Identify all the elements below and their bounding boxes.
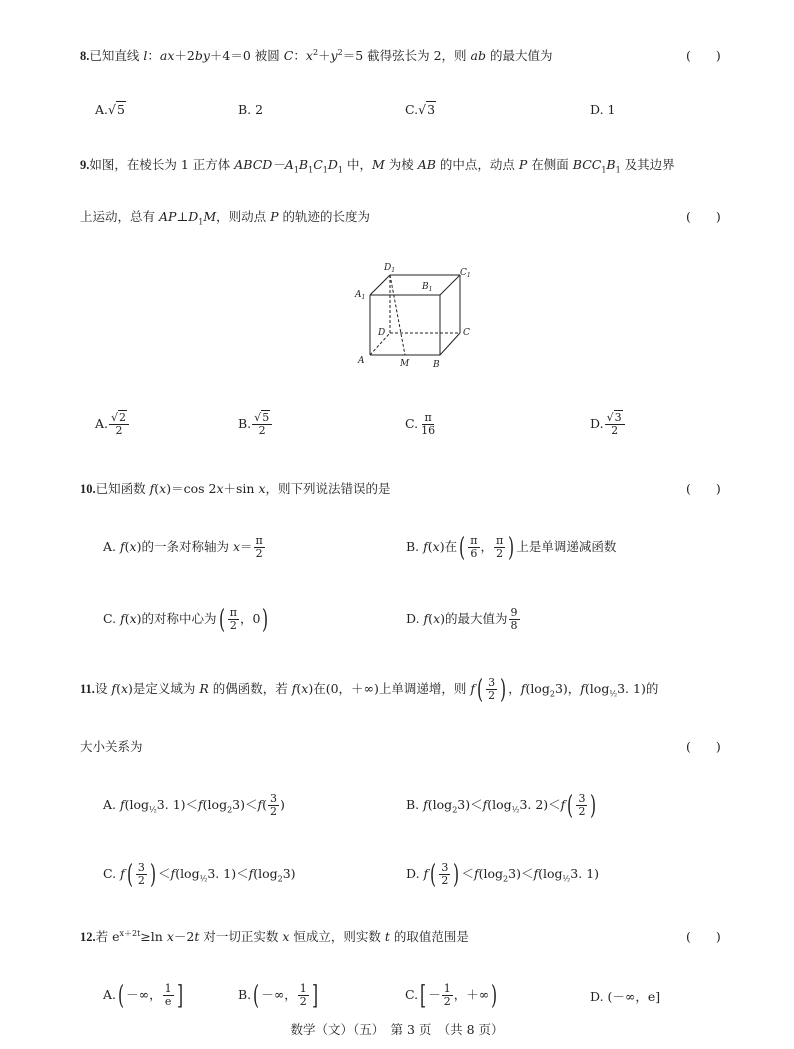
answer-blank: ( ) [686, 48, 721, 63]
text: AP [158, 209, 177, 224]
text: 3. 2)＜ [519, 797, 561, 812]
text: )在 [439, 539, 458, 554]
question-number: 8. [80, 49, 90, 63]
text: f [423, 611, 429, 626]
text: x [159, 481, 167, 496]
text: f [533, 866, 539, 881]
text: 中， [342, 157, 372, 172]
text: 若 e [95, 929, 120, 944]
text: x＋2t [119, 928, 141, 938]
text: ½ [149, 805, 157, 815]
text: f [423, 866, 429, 881]
text: 的偶函数，若 [208, 681, 292, 696]
text: 1 [293, 165, 299, 175]
q12-option-c: C.[ － $\frac{1}{2}$ ，＋∞) [405, 980, 498, 1011]
text: f [520, 681, 526, 696]
text: f [198, 797, 203, 812]
text: C. [103, 611, 121, 626]
text: － [428, 987, 441, 1002]
answer-blank: ( ) [686, 209, 721, 224]
text: 3. 1)的 [617, 681, 659, 696]
text: f [111, 681, 117, 696]
text: x [216, 481, 224, 496]
text: C. [405, 102, 419, 117]
text: (log [538, 866, 563, 881]
text: f [423, 539, 428, 554]
q10-option-d [406, 607, 521, 632]
text: ½ [511, 805, 520, 815]
text: ， [480, 539, 494, 554]
text: 3 [427, 102, 436, 117]
text: 设 [94, 681, 112, 696]
q9-option-d [590, 412, 626, 437]
text: ax [159, 48, 175, 63]
text: by [194, 48, 210, 63]
q10-option-c: C. f(x)的对称中心为( $\frac{\pi}{2}$ ，0) [103, 604, 269, 635]
question-number: 9. [80, 158, 90, 172]
label-m: M [400, 359, 410, 369]
q11-stem: 11.设 f(x)是定义域为 R 的偶函数，若 f(x)在(0，＋∞)上单调递增，则 f( $\frac{3}{2}$ ) ，$f(\log_23)$，$f(\log_{\frac{1}{2}}3$. 1)的 [80, 674, 659, 705]
fraction: $\frac{\pi}{16}$ [421, 411, 436, 437]
fraction: $\frac{3}{2}$ [270, 792, 278, 818]
q11-stem-line2: 大小关系为 [80, 739, 143, 754]
label-b: B [433, 360, 440, 370]
q9-stem-line1 [80, 155, 675, 175]
text: t [384, 929, 390, 944]
q10-option-b: B. f(x)在( $\frac{\pi}{6}$ ， $\frac{\pi}{2}$ ) 上是单调递减函数 [406, 532, 617, 563]
text: 上运动，总有 [80, 209, 159, 224]
text: ( [262, 797, 268, 812]
text: D. [406, 866, 424, 881]
text: f [474, 866, 479, 881]
question-number: 11. [80, 682, 95, 696]
text: ( [124, 611, 130, 626]
text: ( [124, 539, 130, 554]
q11-option-c: C. f( $\frac{3}{2}$ ) $<f(\log_{\frac{1}{2}}3$. $1)<f(\log_23)$ [103, 859, 296, 890]
text: C. [405, 416, 419, 431]
text: A. [95, 416, 109, 431]
text: －∞， [261, 987, 297, 1002]
text: x [432, 539, 440, 554]
q10-option-a [103, 535, 266, 560]
text: ( [296, 681, 302, 696]
text: 已知函数 [95, 481, 150, 496]
text: B. [406, 797, 424, 812]
label-a1: $A_1$ [355, 290, 366, 301]
text: f [120, 866, 125, 881]
text: ： [293, 48, 306, 63]
text: D. [590, 416, 604, 431]
fraction: $\frac{3}{2}$ [137, 861, 145, 887]
text: 2 [312, 47, 319, 57]
text: M [203, 209, 217, 224]
edge [440, 333, 460, 355]
q9-option-b [238, 412, 273, 437]
text: )＝cos 2 [166, 481, 217, 496]
text: ＋4＝0 被圆 [209, 48, 284, 63]
q8-option-a: A.√5 [95, 102, 125, 117]
text: (log [202, 797, 228, 812]
text: ( [154, 481, 160, 496]
text: A. [103, 797, 120, 812]
text: )在(0，＋∞)上单调递增，则 [308, 681, 471, 696]
text: 3. 1) [570, 866, 600, 881]
q8-option-c: C.√3 [405, 102, 436, 117]
text: ，则动点 [216, 209, 271, 224]
text: A. [95, 102, 109, 117]
text: BCC [572, 157, 602, 172]
text: f [149, 481, 155, 496]
text: x [120, 681, 129, 696]
q10-stem [80, 479, 391, 497]
text: (log [124, 797, 150, 812]
text: ，＋∞ [453, 987, 490, 1002]
text: f [423, 797, 428, 812]
q12-option-b: B.( －∞， $\frac{1}{2}$ ] [238, 980, 318, 1011]
text: 2 [549, 689, 555, 699]
q8-stem [80, 46, 552, 64]
fraction: $\frac{√3}{2}$ [605, 412, 625, 437]
text: ½ [562, 874, 571, 884]
text: 2 [227, 805, 233, 815]
text: M [371, 157, 385, 172]
text: 2 [452, 805, 458, 815]
text: x [166, 929, 174, 944]
text: D [327, 157, 338, 172]
answer-blank: ( ) [686, 739, 721, 754]
text: C [283, 48, 294, 63]
text: A. [103, 539, 120, 554]
text: l [143, 48, 148, 63]
text: f [580, 681, 585, 696]
text: 的取值范围是 [389, 929, 469, 944]
text: B. [406, 539, 424, 554]
text: (log [175, 866, 200, 881]
text: ⊥ [176, 209, 189, 224]
text: ＜ [158, 866, 171, 881]
text: ( [428, 611, 434, 626]
text: ＜ [461, 866, 474, 881]
q9-option-a [95, 412, 130, 437]
cube-figure [350, 258, 480, 373]
text: t [194, 929, 200, 944]
text: y [330, 48, 338, 63]
text: x [305, 48, 313, 63]
text: ( [116, 681, 121, 696]
q9-stem-line2 [80, 207, 370, 227]
text: A. [103, 987, 117, 1002]
text: 3. 1)＜ [156, 797, 199, 812]
text: 3) [282, 866, 296, 881]
text: D [188, 209, 199, 224]
label-d1: $D_1$ [384, 263, 396, 274]
fraction: $\frac{\pi}{2}$ [229, 606, 237, 632]
q9-option-c [405, 412, 438, 437]
text: ，0 [239, 611, 261, 626]
text: f [482, 797, 488, 812]
q11-option-b: B. $f(\log_23)<f(\log_{\frac{1}{2}}3$. 2)＜f( $\frac{3}{2}$ ) [406, 790, 597, 821]
text: f [170, 866, 176, 881]
text: x [282, 929, 290, 944]
text: 5 [116, 102, 125, 117]
text: x [301, 681, 309, 696]
fraction: $\frac{√2}{2}$ [109, 412, 129, 437]
text: f [560, 797, 566, 812]
text: C [313, 157, 323, 172]
text: ： [147, 48, 160, 63]
q12-option-d: D. (－∞，e] [590, 989, 661, 1004]
text: 3)＜ [508, 866, 534, 881]
text: x [129, 539, 137, 554]
text: (log [525, 681, 550, 696]
text: 3)＜ [457, 797, 483, 812]
text: 及其边界 [620, 157, 675, 172]
text: )的一条对称轴为 [136, 539, 233, 554]
text: ＋ [318, 48, 331, 63]
fraction: $\frac{\pi}{6}$ [470, 534, 478, 560]
text: ½ [199, 874, 208, 884]
text: ，则下列说法错误的是 [265, 481, 391, 496]
label-a: A [358, 356, 365, 366]
text: 如图，在棱长为 1 正方体 [89, 157, 235, 172]
text: f [291, 681, 297, 696]
text: ) [280, 797, 285, 812]
text: 已知直线 [89, 48, 144, 63]
question-number: 12. [80, 930, 96, 944]
text: 为棱 [384, 157, 418, 172]
text: 2 [503, 874, 509, 884]
text: (log [487, 797, 512, 812]
text: 1 [615, 165, 621, 175]
text: C. [405, 987, 419, 1002]
text: 的轨迹的长度为 [278, 209, 371, 224]
text: 1 [601, 165, 607, 175]
text: ½ [609, 689, 618, 699]
text: ， [508, 681, 521, 696]
text: )是定义域为 [128, 681, 200, 696]
fraction: $\frac{1}{2}$ [299, 982, 307, 1008]
text: ＋2 [174, 48, 195, 63]
fraction: $\frac{3}{2}$ [578, 792, 586, 818]
text: C. [103, 866, 121, 881]
q12-stem [80, 927, 469, 945]
text: f [120, 611, 125, 626]
text: 3. 1)＜ [207, 866, 249, 881]
text: )的最大值为 [440, 611, 508, 626]
text: B [298, 157, 309, 172]
text: 的中点，动点 [435, 157, 519, 172]
text: 3)， [554, 681, 581, 696]
text: x [129, 611, 137, 626]
answer-blank: ( ) [686, 929, 721, 944]
text: ab [470, 48, 486, 63]
text: f [119, 539, 125, 554]
text: ≥ln [140, 929, 167, 944]
edge [370, 275, 390, 295]
fraction: $\frac{9}{8}$ [510, 606, 518, 632]
q12-option-a: A.( －∞， $\frac{1}{e}$ ] [103, 980, 183, 1011]
label-c: C [463, 328, 470, 338]
text: 1 [198, 217, 204, 227]
text: )的对称中心为 [136, 611, 217, 626]
fraction: $\frac{\pi}{2}$ [496, 534, 504, 560]
text: 2 [277, 874, 283, 884]
page-footer: 数学（文）（五） 第 3 页 （共 8 页） [290, 1022, 504, 1037]
text: 在侧面 [527, 157, 573, 172]
answer-blank: ( ) [686, 481, 721, 496]
text: 2 [337, 47, 343, 57]
text: R [199, 681, 209, 696]
text: (log [427, 797, 453, 812]
text: B. [238, 416, 252, 431]
text: D. [406, 611, 424, 626]
text: 恒成立，则实数 [289, 929, 385, 944]
text: ABCD－A [234, 157, 294, 172]
fraction: $\frac{3}{2}$ [488, 676, 496, 702]
q11-option-a [103, 793, 285, 818]
text: (log [584, 681, 610, 696]
text: 对一切正实数 [199, 929, 283, 944]
text: 1 [308, 165, 314, 175]
text: ＝5 截得弦长为 2，则 [342, 48, 471, 63]
text: 上是单调递减函数 [516, 539, 617, 554]
text: 3)＜ [232, 797, 258, 812]
fraction: $\frac{1}{2}$ [443, 982, 451, 1008]
question-number: 10. [80, 482, 96, 496]
text: P [518, 157, 528, 172]
text: B [606, 157, 616, 172]
text: AB [417, 157, 436, 172]
label-b1: $B_1$ [422, 282, 433, 293]
fraction: $\frac{1}{e}$ [164, 982, 172, 1008]
text: f [119, 797, 125, 812]
text: x [258, 481, 266, 496]
text: x [232, 539, 240, 554]
text: －2 [173, 929, 195, 944]
text: 1 [322, 165, 328, 175]
hidden-edge [390, 275, 405, 355]
fraction: $\frac{\pi}{2}$ [255, 534, 263, 560]
text: f [470, 681, 475, 696]
text: 的最大值为 [486, 48, 553, 63]
text: ＋sin [223, 481, 259, 496]
text: f [257, 797, 263, 812]
q8-option-b: B. 2 [238, 102, 264, 117]
text: (log [253, 866, 278, 881]
text: 1 [337, 165, 343, 175]
edge [440, 275, 460, 295]
fraction: $\frac{√5}{2}$ [252, 412, 272, 437]
label-d: D [378, 328, 386, 338]
text: ( [427, 539, 433, 554]
text: f [248, 866, 254, 881]
text: P [270, 209, 279, 224]
text: ＝ [240, 539, 253, 554]
q8-option-d: D. 1 [590, 102, 616, 117]
fraction: $\frac{3}{2}$ [441, 861, 449, 887]
text: x [433, 611, 441, 626]
text: (log [478, 866, 504, 881]
label-c1: $C_1$ [460, 268, 471, 279]
q11-option-d: D. f( $\frac{3}{2}$ ) $<f(\log_23)<f(\log_{\frac{1}{2}}3$. 1) [406, 859, 600, 890]
text: －∞， [126, 987, 162, 1002]
text: B. [238, 987, 252, 1002]
